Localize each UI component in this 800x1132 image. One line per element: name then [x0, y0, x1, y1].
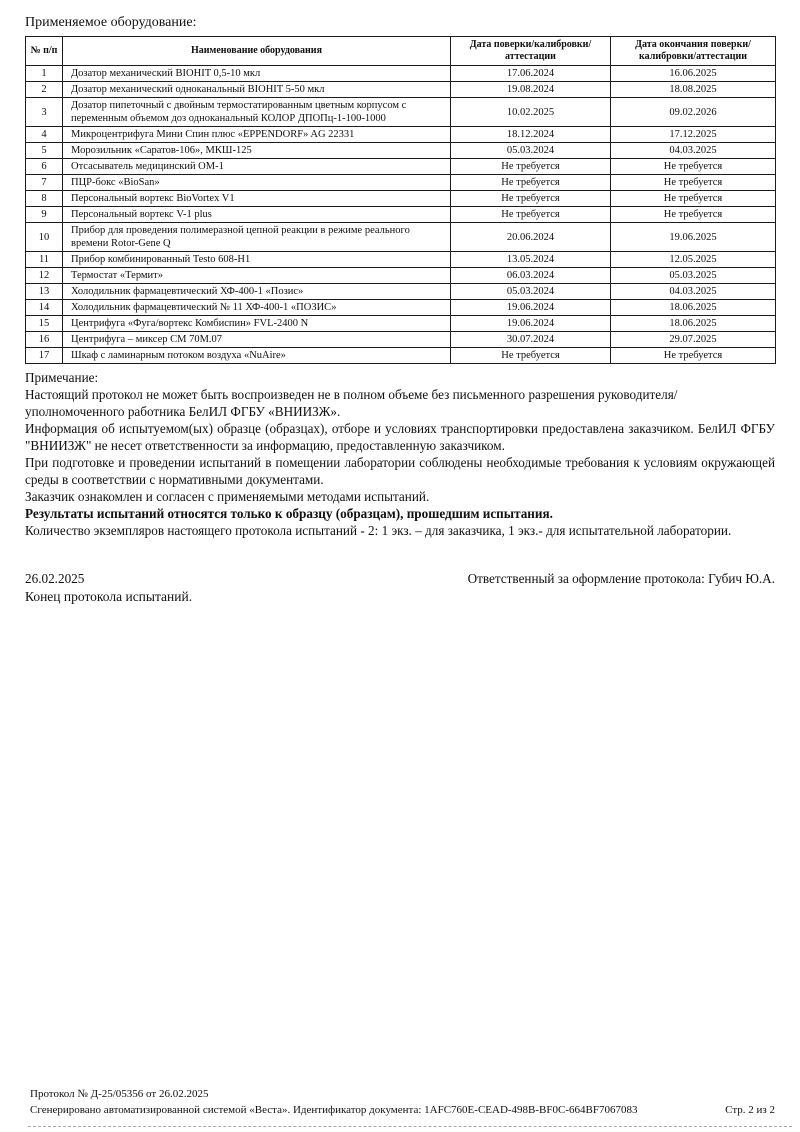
verification-date: 19.06.2024 [451, 316, 611, 332]
equipment-name: Прибор для проведения полимеразной цепной реакции в режиме реального времени Rotor-Gene Q [63, 223, 451, 252]
verification-date: 05.03.2024 [451, 143, 611, 159]
expiry-date: Не требуется [611, 159, 776, 175]
equipment-table-header [26, 37, 776, 66]
footer-protocol-number: Протокол № Д-25/05356 от 26.02.2025 [30, 1088, 209, 1100]
verification-date: 20.06.2024 [451, 223, 611, 252]
equipment-table-body [26, 66, 776, 364]
verification-date: 05.03.2024 [451, 284, 611, 300]
equipment-name: Термостат «Термит» [63, 268, 451, 284]
verification-date: 10.02.2025 [451, 98, 611, 127]
equipment-row [26, 300, 776, 316]
expiry-date: Не требуется [611, 191, 776, 207]
verification-date: Не требуется [451, 175, 611, 191]
expiry-date: 16.06.2025 [611, 66, 776, 82]
equipment-row [26, 82, 776, 98]
verification-date: Не требуется [451, 159, 611, 175]
row-number: 9 [26, 207, 63, 223]
protocol-date: 26.02.2025 [25, 571, 85, 586]
equipment-row [26, 316, 776, 332]
expiry-date: 17.12.2025 [611, 127, 776, 143]
equipment-row [26, 332, 776, 348]
row-number: 8 [26, 191, 63, 207]
expiry-date: 18.08.2025 [611, 82, 776, 98]
equipment-name: Микроцентрифуга Мини Спин плюс «EPPENDORF» AG 22331 [63, 127, 451, 143]
note-paragraph: Результаты испытаний относятся только к образцу (образцам), прошедшим испытания. [25, 506, 553, 521]
row-number: 14 [26, 300, 63, 316]
equipment-name: Дозатор пипеточный с двойным термостатированным цветным корпусом с переменным объемом доз одноканальный КОЛОР ДПОПц-1-100-1000 [63, 98, 451, 127]
row-number: 5 [26, 143, 63, 159]
col-header-verify-date: Дата поверки/калибровки/аттестации [451, 37, 611, 66]
notes-title: Примечание: [25, 370, 99, 385]
equipment-row [26, 268, 776, 284]
document-footer [30, 1086, 775, 1118]
equipment-row [26, 175, 776, 191]
equipment-name: Персональный вортекс V-1 plus [63, 207, 451, 223]
row-number: 13 [26, 284, 63, 300]
equipment-name: Дозатор механический BIOHIT 0,5-10 мкл [63, 66, 451, 82]
equipment-name: Холодильник фармацевтический ХФ-400-1 «Позис» [63, 284, 451, 300]
note-paragraph: Количество экземпляров настоящего протокола испытаний - 2: 1 экз. – для заказчика, 1 экз.- для испытательной лаборатории. [25, 523, 732, 538]
row-number: 12 [26, 268, 63, 284]
col-header-expiry-date: Дата окончания поверки/калибровки/аттестации [611, 37, 776, 66]
col-header-number: № п/п [26, 37, 63, 66]
verification-date: 17.06.2024 [451, 66, 611, 82]
expiry-date: 29.07.2025 [611, 332, 776, 348]
equipment-name: Дозатор механический одноканальный BIOHIT 5-50 мкл [63, 82, 451, 98]
row-number: 15 [26, 316, 63, 332]
equipment-name: Центрифуга – миксер СМ 70М.07 [63, 332, 451, 348]
equipment-name: Морозильник «Саратов-106», МКШ-125 [63, 143, 451, 159]
row-number: 1 [26, 66, 63, 82]
expiry-date: 19.06.2025 [611, 223, 776, 252]
equipment-table [25, 36, 776, 364]
equipment-row [26, 98, 776, 127]
row-number: 11 [26, 252, 63, 268]
col-header-name: Наименование оборудования [63, 37, 451, 66]
row-number: 4 [26, 127, 63, 143]
expiry-date: 04.03.2025 [611, 284, 776, 300]
equipment-row [26, 207, 776, 223]
equipment-row [26, 159, 776, 175]
note-paragraph: Информация об испытуемом(ых) образце (образцах), отборе и условиях транспортировки предоставлена заказчиком. БелИЛ ФГБУ "ВНИИЗЖ" не несет ответственности за информацию, предоставленную заказчиком. [25, 421, 775, 453]
expiry-date: Не требуется [611, 207, 776, 223]
equipment-row [26, 223, 776, 252]
footer-generated-info: Сгенерировано автоматизированной системой «Веста». Идентификатор документа: 1AFC760E-CEAD-498B-BF0C-664BF7067083 [30, 1104, 638, 1116]
equipment-row [26, 348, 776, 364]
expiry-date: 05.03.2025 [611, 268, 776, 284]
expiry-date: Не требуется [611, 175, 776, 191]
notes-paragraphs [25, 386, 775, 539]
expiry-date: Не требуется [611, 348, 776, 364]
equipment-name: Прибор комбинированный Testo 608-H1 [63, 252, 451, 268]
equipment-name: Шкаф с ламинарным потоком воздуха «NuAire» [63, 348, 451, 364]
row-number: 7 [26, 175, 63, 191]
equipment-name: Холодильник фармацевтический № 11 ХФ-400-1 «ПОЗИС» [63, 300, 451, 316]
equipment-row [26, 127, 776, 143]
verification-date: 19.06.2024 [451, 300, 611, 316]
verification-date: Не требуется [451, 207, 611, 223]
verification-date: 19.08.2024 [451, 82, 611, 98]
expiry-date: 18.06.2025 [611, 316, 776, 332]
expiry-date: 18.06.2025 [611, 300, 776, 316]
note-paragraph: Настоящий протокол не может быть воспроизведен не в полном объеме без письменного разрешения руководителя/уполномоченного работника БелИЛ ФГБУ «ВНИИЗЖ». [25, 387, 678, 419]
equipment-row [26, 252, 776, 268]
equipment-name: Отсасыватель медицинский ОМ-1 [63, 159, 451, 175]
section-title: Применяемое оборудование: [25, 15, 197, 30]
row-number: 2 [26, 82, 63, 98]
equipment-name: ПЦР-бокс «BioSan» [63, 175, 451, 191]
expiry-date: 09.02.2026 [611, 98, 776, 127]
footer-page-number: Стр. 2 из 2 [725, 1104, 775, 1116]
sign-off-row [25, 570, 775, 587]
equipment-row [26, 284, 776, 300]
end-of-protocol-line: Конец протокола испытаний. [25, 589, 193, 604]
verification-date: 13.05.2024 [451, 252, 611, 268]
equipment-name: Персональный вортекс BioVortex V1 [63, 191, 451, 207]
equipment-row [26, 66, 776, 82]
note-paragraph: При подготовке и проведении испытаний в помещении лаборатории соблюдены необходимые требования к условиям окружающей среды в соответствии с нормативными документами. [25, 455, 775, 487]
responsible-person: Ответственный за оформление протокола: Губич Ю.А. [467, 571, 775, 586]
notes-section [25, 369, 775, 539]
equipment-name: Центрифуга «Фуга/вортекс Комбиспин» FVL-2400 N [63, 316, 451, 332]
row-number: 17 [26, 348, 63, 364]
row-number: 10 [26, 223, 63, 252]
row-number: 16 [26, 332, 63, 348]
row-number: 6 [26, 159, 63, 175]
equipment-row [26, 143, 776, 159]
expiry-date: 04.03.2025 [611, 143, 776, 159]
equipment-row [26, 191, 776, 207]
note-paragraph: Заказчик ознакомлен и согласен с применяемыми методами испытаний. [25, 489, 430, 504]
verification-date: 18.12.2024 [451, 127, 611, 143]
row-number: 3 [26, 98, 63, 127]
verification-date: Не требуется [451, 348, 611, 364]
scan-cut-artifact [28, 1126, 792, 1127]
expiry-date: 12.05.2025 [611, 252, 776, 268]
verification-date: Не требуется [451, 191, 611, 207]
verification-date: 06.03.2024 [451, 268, 611, 284]
verification-date: 30.07.2024 [451, 332, 611, 348]
